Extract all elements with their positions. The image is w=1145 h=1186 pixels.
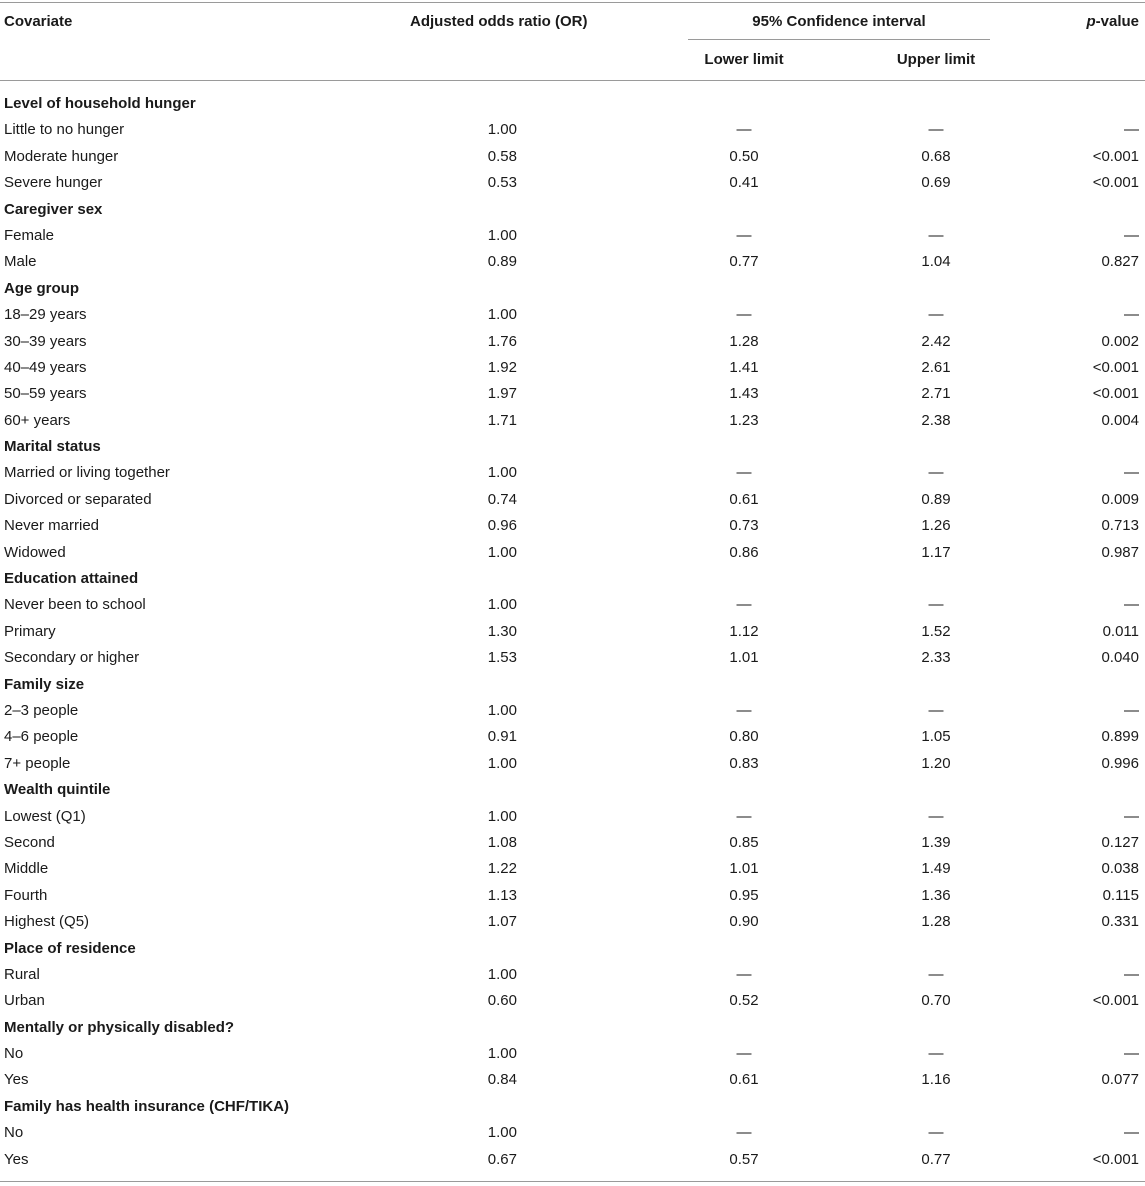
row-label: Yes (4, 1071, 29, 1089)
upper-limit-cell: 1.36 (921, 886, 951, 904)
row-label: 60+ years (4, 411, 71, 429)
row-label: Marital status (4, 438, 101, 456)
header-upper-limit: Upper limit (896, 51, 976, 68)
row-label: 40–49 years (4, 358, 87, 376)
table-row (0, 1067, 1145, 1093)
row-label: Female (4, 226, 55, 244)
row-label: Divorced or separated (4, 490, 152, 508)
upper-limit-cell: 2.38 (921, 411, 951, 429)
upper-limit-cell: — (928, 965, 944, 983)
odds-ratio-cell: 1.00 (487, 1045, 517, 1063)
odds-ratio-cell: 1.22 (487, 860, 517, 878)
table-row (0, 144, 1145, 170)
row-label: 7+ people (4, 754, 71, 772)
lower-limit-cell: 0.50 (729, 147, 759, 165)
lower-limit-cell: — (736, 965, 752, 983)
table-row (0, 355, 1145, 381)
p-value-cell: — (1124, 306, 1139, 324)
table-row (0, 540, 1145, 566)
lower-limit-cell: — (736, 226, 752, 244)
row-label: No (4, 1045, 24, 1063)
lower-limit-cell: 1.43 (729, 385, 759, 403)
bottom-rule (0, 1181, 1145, 1182)
table-row (0, 1147, 1145, 1173)
table-row (0, 487, 1145, 513)
header-rule (0, 80, 1145, 81)
p-value-cell: 0.011 (1102, 622, 1139, 640)
table-row (0, 698, 1145, 724)
odds-ratio-cell: 0.53 (487, 174, 517, 192)
p-value-cell: — (1124, 464, 1139, 482)
group-header-row (0, 566, 1145, 592)
p-value-cell: 0.331 (1101, 913, 1139, 931)
ci-header-rule (688, 39, 990, 40)
row-label: 18–29 years (4, 306, 87, 324)
table-row (0, 804, 1145, 830)
row-label: Secondary or higher (4, 649, 140, 667)
odds-ratio-cell: 0.89 (487, 253, 517, 271)
table-row (0, 1041, 1145, 1067)
odds-ratio-cell: 0.91 (487, 728, 517, 746)
table-row (0, 830, 1145, 856)
p-value-cell: — (1124, 1124, 1139, 1142)
row-label: 50–59 years (4, 385, 87, 403)
p-value-cell: — (1124, 596, 1139, 614)
upper-limit-cell: — (928, 1045, 944, 1063)
group-header-row (0, 1015, 1145, 1041)
p-value-cell: 0.996 (1101, 754, 1139, 772)
group-header-row (0, 936, 1145, 962)
row-label: Caregiver sex (4, 200, 103, 218)
lower-limit-cell: 1.28 (729, 332, 759, 350)
group-header-row (0, 276, 1145, 302)
lower-limit-cell: 0.90 (729, 913, 759, 931)
lower-limit-cell: — (736, 701, 752, 719)
p-value-cell: <0.001 (1092, 147, 1139, 165)
row-label: Married or living together (4, 464, 170, 482)
p-value-cell: <0.001 (1092, 1150, 1139, 1168)
lower-limit-cell: 0.73 (729, 517, 759, 535)
p-value-cell: — (1124, 1045, 1139, 1063)
odds-ratio-cell: 0.58 (487, 147, 517, 165)
p-value-cell: — (1124, 701, 1139, 719)
lower-limit-cell: — (736, 306, 752, 324)
header-lower-limit: Lower limit (704, 51, 784, 68)
table-row (0, 513, 1145, 539)
row-label: Level of household hunger (4, 95, 196, 112)
table-row (0, 460, 1145, 486)
upper-limit-cell: 0.89 (921, 490, 951, 508)
row-label: 4–6 people (4, 728, 79, 746)
upper-limit-cell: 2.61 (921, 358, 951, 376)
lower-limit-cell: 0.52 (729, 992, 759, 1010)
upper-limit-cell: — (928, 464, 944, 482)
p-value-cell: — (1124, 226, 1139, 244)
table-row (0, 856, 1145, 882)
p-value-cell: <0.001 (1092, 385, 1139, 403)
p-value-cell: 0.987 (1101, 543, 1139, 561)
p-value-cell: — (1124, 121, 1139, 139)
p-value-cell: 0.040 (1101, 649, 1139, 667)
top-rule (0, 2, 1145, 3)
row-label: No (4, 1124, 24, 1142)
upper-limit-cell: — (928, 306, 944, 324)
p-value-cell: <0.001 (1092, 992, 1139, 1010)
lower-limit-cell: — (736, 596, 752, 614)
odds-ratio-cell: 1.00 (487, 807, 517, 825)
odds-ratio-cell: 1.00 (487, 226, 517, 244)
p-value-cell: <0.001 (1092, 358, 1139, 376)
odds-ratio-cell: 1.00 (487, 121, 517, 139)
upper-limit-cell: — (928, 226, 944, 244)
upper-limit-cell: 2.33 (921, 649, 951, 667)
row-label: Place of residence (4, 939, 136, 957)
odds-ratio-cell: 1.00 (487, 543, 517, 561)
lower-limit-cell: 0.57 (729, 1150, 759, 1168)
group-header-row (0, 777, 1145, 803)
table-row (0, 249, 1145, 275)
row-label: Never been to school (4, 596, 146, 614)
row-label: Family size (4, 675, 85, 693)
table-row (0, 645, 1145, 671)
lower-limit-cell: 0.95 (729, 886, 759, 904)
p-value-cell: 0.002 (1101, 332, 1139, 350)
row-label: Male (4, 253, 37, 271)
upper-limit-cell: — (928, 1124, 944, 1142)
table-row (0, 170, 1145, 196)
row-label: Moderate hunger (4, 147, 119, 165)
table-row (0, 223, 1145, 249)
p-value-cell: 0.127 (1101, 833, 1139, 851)
row-label: Rural (4, 965, 40, 983)
row-label: Severe hunger (4, 174, 103, 192)
lower-limit-cell: 0.41 (729, 174, 759, 192)
odds-ratio-cell: 0.96 (487, 517, 517, 535)
odds-ratio-cell: 1.00 (487, 754, 517, 772)
upper-limit-cell: 1.20 (921, 754, 951, 772)
odds-ratio-cell: 1.00 (487, 965, 517, 983)
header-p-suffix: -value (1095, 13, 1139, 30)
p-value-cell: <0.001 (1092, 174, 1139, 192)
upper-limit-cell: 0.77 (921, 1150, 951, 1168)
upper-limit-cell: 1.26 (921, 517, 951, 535)
table-row (0, 962, 1145, 988)
upper-limit-cell: 2.71 (921, 385, 951, 403)
row-label: Fourth (4, 886, 48, 904)
row-label: Widowed (4, 543, 66, 561)
group-header-row (0, 672, 1145, 698)
lower-limit-cell: 1.41 (729, 358, 759, 376)
lower-limit-cell: 0.61 (729, 1071, 759, 1089)
table-body (0, 91, 1145, 1173)
upper-limit-cell: 0.68 (921, 147, 951, 165)
row-label: 2–3 people (4, 701, 79, 719)
p-value-cell: — (1124, 807, 1139, 825)
group-header-row (0, 197, 1145, 223)
odds-ratio-cell: 1.00 (487, 596, 517, 614)
table-row (0, 909, 1145, 935)
lower-limit-cell: 0.85 (729, 833, 759, 851)
header-confidence-interval: 95% Confidence interval (752, 13, 926, 30)
table-row (0, 724, 1145, 750)
table-row (0, 329, 1145, 355)
odds-ratio-cell: 1.07 (487, 913, 517, 931)
row-label: Family has health insurance (CHF/TIKA) (4, 1097, 290, 1115)
lower-limit-cell: 0.86 (729, 543, 759, 561)
row-label: Education attained (4, 570, 139, 588)
p-value-cell: 0.115 (1102, 886, 1139, 904)
table-row (0, 619, 1145, 645)
upper-limit-cell: 1.28 (921, 913, 951, 931)
row-label: Never married (4, 517, 100, 535)
lower-limit-cell: — (736, 807, 752, 825)
group-header-row (0, 91, 1145, 117)
row-label: Yes (4, 1150, 29, 1168)
upper-limit-cell: — (928, 701, 944, 719)
odds-ratio-cell: 1.00 (487, 1124, 517, 1142)
upper-limit-cell: 0.70 (921, 992, 951, 1010)
p-value-cell: 0.004 (1101, 411, 1139, 429)
row-label: 30–39 years (4, 332, 87, 350)
odds-ratio-cell: 1.13 (487, 886, 517, 904)
p-value-cell: 0.077 (1101, 1071, 1139, 1089)
upper-limit-cell: 2.42 (921, 332, 951, 350)
lower-limit-cell: 0.61 (729, 490, 759, 508)
lower-limit-cell: 1.01 (729, 860, 759, 878)
odds-ratio-cell: 1.53 (487, 649, 517, 667)
table-row (0, 302, 1145, 328)
upper-limit-cell: — (928, 121, 944, 139)
table-row (0, 988, 1145, 1014)
odds-ratio-cell: 1.00 (487, 701, 517, 719)
upper-limit-cell: — (928, 596, 944, 614)
p-value-cell: 0.713 (1101, 517, 1139, 535)
p-value-cell: 0.009 (1101, 490, 1139, 508)
header-covariate: Covariate (4, 13, 73, 30)
row-label: Age group (4, 279, 79, 297)
lower-limit-cell: — (736, 1124, 752, 1142)
odds-ratio-cell: 0.67 (487, 1150, 517, 1168)
table-row (0, 883, 1145, 909)
odds-ratio-cell: 1.71 (487, 411, 517, 429)
lower-limit-cell: — (736, 1045, 752, 1063)
table-row (0, 117, 1145, 143)
odds-ratio-cell: 1.00 (487, 464, 517, 482)
header-p-value (1086, 13, 1139, 30)
lower-limit-cell: — (736, 121, 752, 139)
header-p-italic: p (1086, 13, 1096, 30)
upper-limit-cell: 1.05 (921, 728, 951, 746)
lower-limit-cell: 1.12 (729, 622, 759, 640)
group-header-row (0, 434, 1145, 460)
row-label: Highest (Q5) (4, 913, 90, 931)
upper-limit-cell: — (928, 807, 944, 825)
row-label: Mentally or physically disabled? (4, 1018, 235, 1036)
upper-limit-cell: 0.69 (921, 174, 951, 192)
odds-ratio-cell: 1.76 (487, 332, 517, 350)
row-label: Middle (4, 860, 49, 878)
upper-limit-cell: 1.52 (921, 622, 951, 640)
row-label: Urban (4, 992, 45, 1010)
lower-limit-cell: 1.01 (729, 649, 759, 667)
table-row (0, 751, 1145, 777)
group-header-row (0, 1094, 1145, 1120)
odds-ratio-cell: 1.30 (487, 622, 517, 640)
lower-limit-cell: 0.77 (729, 253, 759, 271)
table-row (0, 381, 1145, 407)
p-value-cell: 0.038 (1101, 860, 1139, 878)
upper-limit-cell: 1.39 (921, 833, 951, 851)
lower-limit-cell: 0.83 (729, 754, 759, 772)
odds-ratio-cell: 1.08 (487, 833, 517, 851)
lower-limit-cell: — (736, 464, 752, 482)
odds-ratio-cell: 1.97 (487, 385, 517, 403)
upper-limit-cell: 1.17 (921, 543, 951, 561)
row-label: Lowest (Q1) (4, 807, 86, 825)
row-label: Second (4, 833, 55, 851)
odds-ratio-cell: 1.92 (487, 358, 517, 376)
row-label: Wealth quintile (4, 781, 111, 799)
upper-limit-cell: 1.49 (921, 860, 951, 878)
table-row (0, 1120, 1145, 1146)
upper-limit-cell: 1.04 (921, 253, 951, 271)
upper-limit-cell: 1.16 (921, 1071, 951, 1089)
odds-ratio-cell: 0.74 (487, 490, 517, 508)
table-row (0, 408, 1145, 434)
row-label: Primary (4, 622, 56, 640)
header-odds-ratio: Adjusted odds ratio (OR) (410, 13, 588, 30)
odds-ratio-cell: 0.60 (487, 992, 517, 1010)
lower-limit-cell: 1.23 (729, 411, 759, 429)
p-value-cell: 0.827 (1101, 253, 1139, 271)
odds-ratio-cell: 1.00 (487, 306, 517, 324)
p-value-cell: 0.899 (1101, 728, 1139, 746)
p-value-cell: — (1124, 965, 1139, 983)
table-row (0, 592, 1145, 618)
lower-limit-cell: 0.80 (729, 728, 759, 746)
row-label: Little to no hunger (4, 121, 125, 139)
odds-ratio-cell: 0.84 (487, 1071, 517, 1089)
